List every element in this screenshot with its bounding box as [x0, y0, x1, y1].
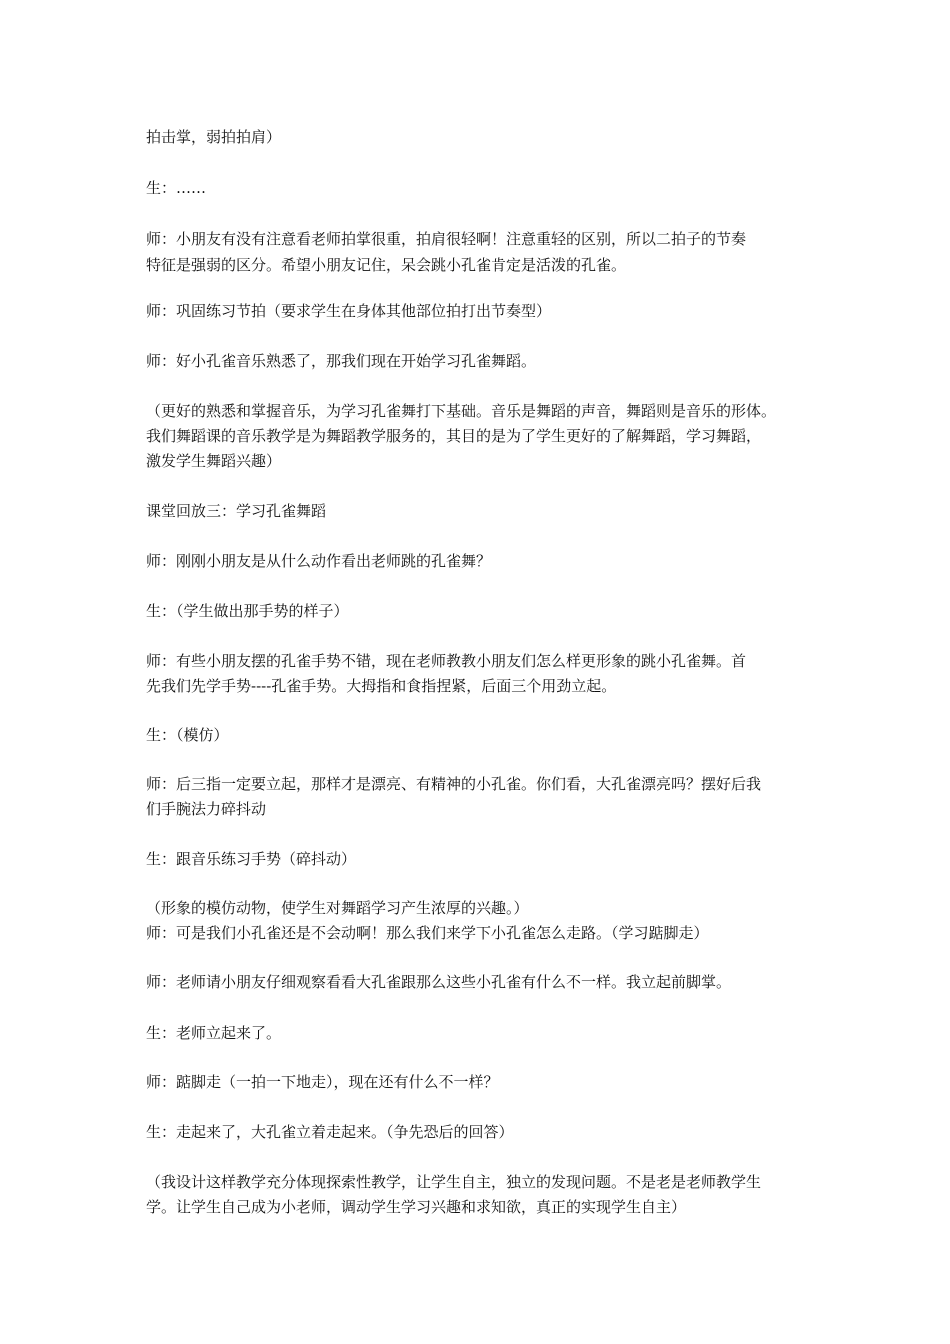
text-line: 我们舞蹈课的音乐教学是为舞蹈教学服务的，其目的是为了学生更好的了解舞蹈，学习舞蹈， [146, 427, 762, 445]
text-line: 生：老师立起来了。 [146, 1024, 282, 1042]
text-line: （我设计这样教学充分体现探索性教学，让学生自主，独立的发现问题。不是老是老师教学生 [146, 1173, 762, 1191]
text-line: （形象的模仿动物，使学生对舞蹈学习产生浓厚的兴趣。） [146, 899, 529, 917]
text-line: 生：…… [146, 179, 207, 197]
text-line: 师：后三指一定要立起，那样才是漂亮、有精神的小孔雀。你们看，大孔雀漂亮吗？摆好后我 [146, 775, 762, 793]
text-line: （更好的熟悉和掌握音乐，为学习孔雀舞打下基础。音乐是舞蹈的声音，舞蹈则是音乐的形体。 [146, 402, 777, 420]
text-line: 激发学生舞蹈兴趣） [146, 452, 282, 470]
text-line: 师：可是我们小孔雀还是不会动啊！那么我们来学下小孔雀怎么走路。（学习踮脚走） [146, 924, 709, 942]
text-line: 生：（学生做出那手势的样子） [146, 602, 349, 620]
text-line: 生：跟音乐练习手势（碎抖动） [146, 850, 357, 868]
text-line: 生：（模仿） [146, 726, 229, 744]
text-line: 师：巩固练习节拍（要求学生在身体其他部位拍打出节奏型） [146, 302, 552, 320]
text-line: 特征是强弱的区分。希望小朋友记住，呆会跳小孔雀肯定是活泼的孔雀。 [146, 256, 627, 274]
text-line: 先我们先学手势----孔雀手势。大拇指和食指捏紧，后面三个用劲立起。 [146, 677, 617, 695]
text-line: 师：好小孔雀音乐熟悉了，那我们现在开始学习孔雀舞蹈。 [146, 352, 537, 370]
text-line: 们手腕法力碎抖动 [146, 800, 267, 818]
text-line: 师：踮脚走（一拍一下地走），现在还有什么不一样？ [146, 1073, 499, 1091]
text-line: 师：刚刚小朋友是从什么动作看出老师跳的孔雀舞？ [146, 552, 492, 570]
text-line: 生：走起来了，大孔雀立着走起来。（争先恐后的回答） [146, 1123, 514, 1141]
text-line: 学。让学生自己成为小老师，调动学生学习兴趣和求知欲，真正的实现学生自主） [146, 1198, 687, 1216]
text-line: 拍击掌，弱拍拍肩） [146, 128, 282, 146]
section-heading: 课堂回放三：学习孔雀舞蹈 [146, 502, 327, 520]
text-line: 师：小朋友有没有注意看老师拍掌很重，拍肩很轻啊！注意重轻的区别，所以二拍子的节奏 [146, 230, 747, 248]
text-line: 师：有些小朋友摆的孔雀手势不错，现在老师教教小朋友们怎么样更形象的跳小孔雀舞。首 [146, 652, 747, 670]
text-line: 师：老师请小朋友仔细观察看看大孔雀跟那么这些小孔雀有什么不一样。我立起前脚掌。 [146, 973, 732, 991]
